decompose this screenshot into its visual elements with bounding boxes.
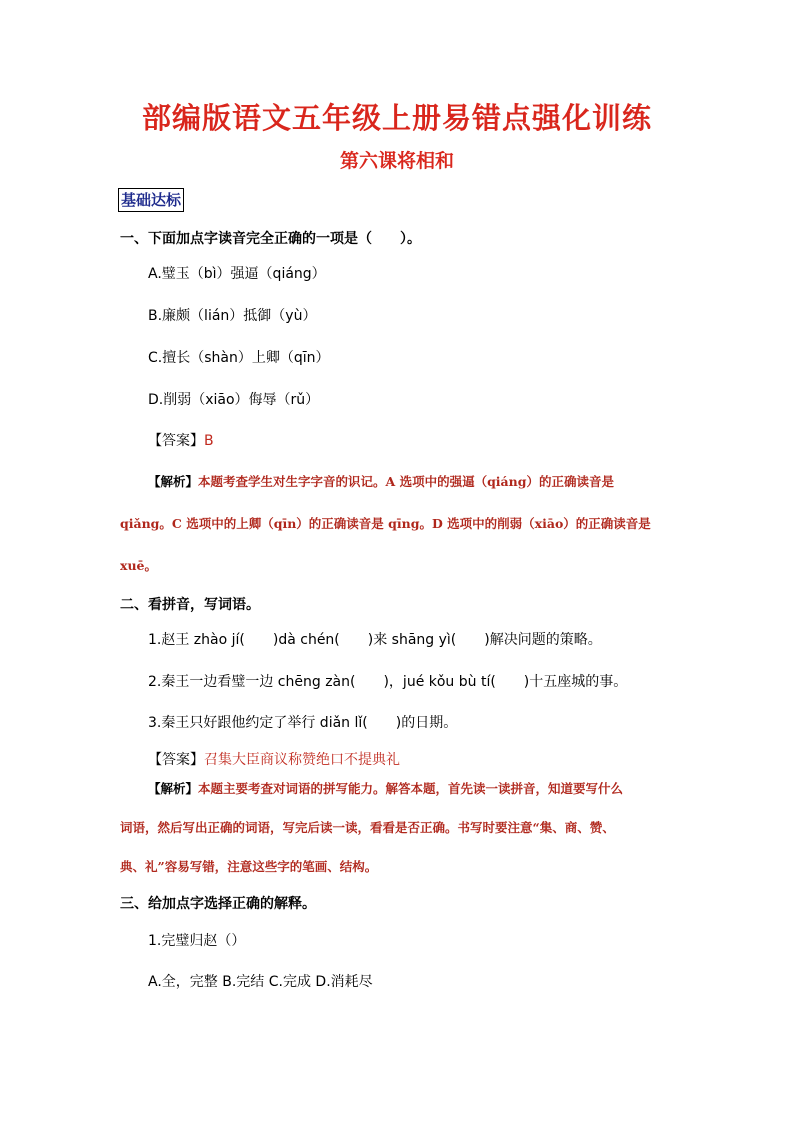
question-1-answer	[148, 430, 214, 450]
answer-tag: 【答案】	[148, 433, 204, 449]
question-1-option-c: C.擅长（shàn）上卿（qīn）	[148, 350, 330, 366]
question-2-item-1: 1.赵王 zhào jí( )dà chén( )来 shāng yì( )解决问题的策略。	[148, 632, 602, 648]
answer-tag: 【答案】	[148, 752, 204, 768]
question-3-stem: 三、给加点字选择正确的解释。	[120, 896, 316, 912]
explanation-tag: 【解析】	[148, 474, 199, 489]
question-1-explanation-line-1: 【解析】本题考查学生对生字字音的识记。A 选项中的强逼（qiáng）的正确读音是	[148, 474, 614, 489]
question-2-item-2: 2.秦王一边看璧一边 chēng zàn( )，jué kǒu bù tí( )十五座城的事。	[148, 674, 628, 690]
question-3-options: A.全，完整 B.完结 C.完成 D.消耗尽	[148, 974, 373, 990]
question-1-stem: 一、下面加点字读音完全正确的一项是（ ）。	[120, 231, 421, 247]
section-badge: 基础达标	[118, 188, 184, 212]
question-1-option-b: B.廉颇（lián）抵御（yù）	[148, 308, 317, 324]
question-2-explanation-line-2: 词语，然后写出正确的词语，写完后读一读，看看是否正确。书写时要注意“集、商、赞、	[120, 820, 615, 835]
question-1-explanation-line-2: qiǎng。C 选项中的上卿（qīn）的正确读音是 qīng。D 选项中的削弱（xiāo）的正确读音是	[120, 516, 651, 531]
answer-value: 召集大臣商议称赞绝口不提典礼	[204, 752, 400, 768]
question-1-option-a: A.璧玉（bì）强逼（qiáng）	[148, 266, 326, 282]
question-2-explanation-line-3: 典、礼”容易写错，注意这些字的笔画、结构。	[120, 859, 378, 874]
question-2-item-3: 3.秦王只好跟他约定了举行 diǎn lǐ( )的日期。	[148, 715, 458, 731]
answer-value: B	[204, 433, 214, 449]
document-title: 部编版语文五年级上册易错点强化训练	[141, 101, 652, 135]
question-2-explanation-line-1: 【解析】本题主要考查对词语的拼写能力。解答本题，首先读一读拼音，知道要写什么	[148, 781, 624, 796]
question-1-option-d: D.削弱（xiāo）侮辱（rǔ）	[148, 392, 320, 408]
question-2-answer	[148, 749, 400, 769]
explanation-tag: 【解析】	[148, 781, 199, 796]
question-3-item-1: 1.完璧归赵（）	[148, 933, 246, 949]
lesson-subtitle: 第六课将相和	[339, 150, 454, 172]
question-1-explanation-line-3: xuē。	[120, 558, 157, 573]
question-2-stem: 二、看拼音，写词语。	[120, 597, 260, 613]
